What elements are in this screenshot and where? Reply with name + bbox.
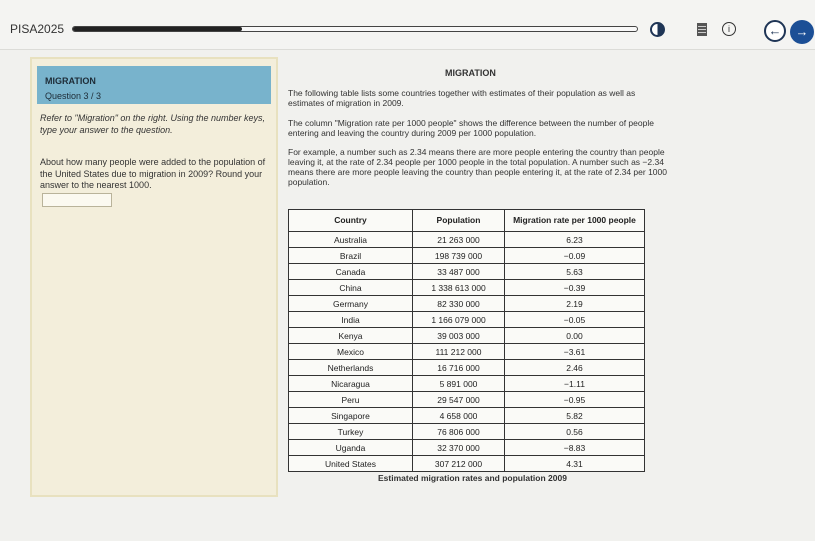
table-row xyxy=(289,360,645,376)
cell-population: 76 806 000 xyxy=(413,424,505,440)
back-button[interactable]: ← xyxy=(764,20,786,42)
cell-population: 82 330 000 xyxy=(413,296,505,312)
timer-icon[interactable] xyxy=(650,22,665,37)
stimulus-title: MIGRATION xyxy=(445,68,496,78)
cell-country: Uganda xyxy=(289,440,413,456)
question-instruction: Refer to "Migration" on the right. Using the number keys, type your answer to the question. xyxy=(40,113,265,135)
stimulus-paragraph: The column "Migration rate per 1000 people" shows the difference between the number of people entering and leaving the country during 2009 per 1000 population. xyxy=(288,118,654,138)
cell-migration-rate: −0.09 xyxy=(505,248,645,264)
cell-population: 1 338 613 000 xyxy=(413,280,505,296)
table-row xyxy=(289,344,645,360)
table-body xyxy=(289,232,645,472)
cell-country: Canada xyxy=(289,264,413,280)
question-text: About how many people were added to the population of the United States due to migration in 2009? Round your answer to the nearest 1000. xyxy=(40,157,266,190)
table-caption: Estimated migration rates and population 2009 xyxy=(378,473,567,483)
column-header-population: Population xyxy=(413,210,505,232)
progress-bar-fill xyxy=(73,27,242,31)
cell-migration-rate: −0.39 xyxy=(505,280,645,296)
cell-population: 307 212 000 xyxy=(413,456,505,472)
table-row xyxy=(289,424,645,440)
cell-country: Germany xyxy=(289,296,413,312)
cell-migration-rate: 2.46 xyxy=(505,360,645,376)
cell-country: Kenya xyxy=(289,328,413,344)
question-header xyxy=(37,66,271,104)
table-row xyxy=(289,328,645,344)
cell-migration-rate: −0.05 xyxy=(505,312,645,328)
table-row xyxy=(289,232,645,248)
cell-migration-rate: −8.83 xyxy=(505,440,645,456)
calculator-icon[interactable] xyxy=(697,23,707,36)
question-number: Question 3 / 3 xyxy=(45,91,102,101)
stimulus-paragraph: For example, a number such as 2.34 means there are more people entering the country than people leaving it, at the rate of 2.34 people per 1000 people in the total population. A number such as −2.34 means there are more people leaving the country than people entering it, at the rate of 2.34 per 1000 population. xyxy=(288,147,667,187)
cell-population: 33 487 000 xyxy=(413,264,505,280)
cell-country: Brazil xyxy=(289,248,413,264)
cell-population: 21 263 000 xyxy=(413,232,505,248)
cell-migration-rate: 5.63 xyxy=(505,264,645,280)
question-panel xyxy=(30,57,278,497)
top-bar xyxy=(0,0,815,50)
cell-migration-rate: 0.56 xyxy=(505,424,645,440)
cell-migration-rate: −0.95 xyxy=(505,392,645,408)
stimulus-paragraph: The following table lists some countries together with estimates of their population as well as estimates of migration in 2009. xyxy=(288,88,636,108)
cell-country: Nicaragua xyxy=(289,376,413,392)
table-row xyxy=(289,296,645,312)
table-row xyxy=(289,248,645,264)
cell-country: Mexico xyxy=(289,344,413,360)
cell-migration-rate: −3.61 xyxy=(505,344,645,360)
cell-migration-rate: 4.31 xyxy=(505,456,645,472)
table-header-row xyxy=(289,210,645,232)
cell-country: Singapore xyxy=(289,408,413,424)
cell-migration-rate: 2.19 xyxy=(505,296,645,312)
migration-table xyxy=(288,209,645,472)
cell-country: Peru xyxy=(289,392,413,408)
cell-migration-rate: 5.82 xyxy=(505,408,645,424)
next-button[interactable]: → xyxy=(790,20,814,44)
cell-population: 1 166 079 000 xyxy=(413,312,505,328)
cell-country: India xyxy=(289,312,413,328)
cell-population: 5 891 000 xyxy=(413,376,505,392)
table-row xyxy=(289,392,645,408)
cell-population: 29 547 000 xyxy=(413,392,505,408)
cell-country: Netherlands xyxy=(289,360,413,376)
cell-country: Turkey xyxy=(289,424,413,440)
column-header-country: Country xyxy=(289,210,413,232)
cell-country: Australia xyxy=(289,232,413,248)
answer-input[interactable] xyxy=(42,193,112,207)
table-row xyxy=(289,408,645,424)
info-icon[interactable]: i xyxy=(722,22,736,36)
table-row xyxy=(289,312,645,328)
cell-country: China xyxy=(289,280,413,296)
cell-migration-rate: 0.00 xyxy=(505,328,645,344)
cell-migration-rate: −1.11 xyxy=(505,376,645,392)
cell-population: 16 716 000 xyxy=(413,360,505,376)
cell-population: 39 003 000 xyxy=(413,328,505,344)
cell-population: 111 212 000 xyxy=(413,344,505,360)
app-title: PISA2025 xyxy=(10,22,65,36)
unit-title: MIGRATION xyxy=(45,76,96,86)
table-row xyxy=(289,376,645,392)
cell-population: 198 739 000 xyxy=(413,248,505,264)
migration-table-container xyxy=(288,209,645,472)
cell-population: 32 370 000 xyxy=(413,440,505,456)
cell-population: 4 658 000 xyxy=(413,408,505,424)
stimulus-panel xyxy=(280,57,800,497)
table-row xyxy=(289,264,645,280)
table-row xyxy=(289,456,645,472)
progress-bar xyxy=(72,26,638,32)
cell-country: United States xyxy=(289,456,413,472)
cell-migration-rate: 6.23 xyxy=(505,232,645,248)
table-row xyxy=(289,280,645,296)
column-header-migration-rate: Migration rate per 1000 people xyxy=(505,210,645,232)
table-row xyxy=(289,440,645,456)
